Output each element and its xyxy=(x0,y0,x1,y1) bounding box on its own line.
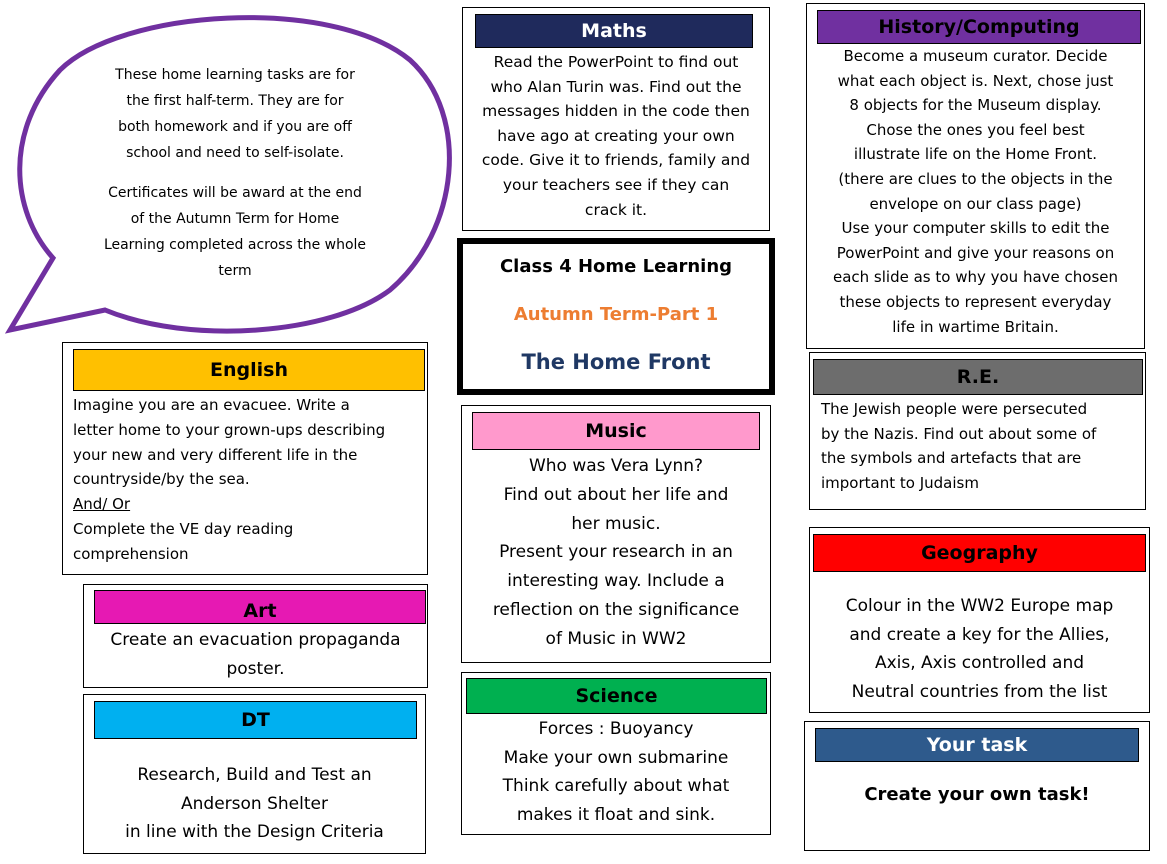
english-line: your new and very different life in the xyxy=(73,445,358,464)
re-line: the symbols and artefacts that are xyxy=(821,449,1082,468)
history-card xyxy=(806,3,1145,349)
geography-title: Geography xyxy=(813,534,1146,572)
re-text xyxy=(821,397,1143,495)
geography-text xyxy=(810,592,1149,706)
bubble-line: the first half-term. They are for xyxy=(126,93,344,109)
your-task-text: Create your own task! xyxy=(864,784,1090,805)
dt-line: in line with the Design Criteria xyxy=(125,822,384,842)
bubble-line: school and need to self-isolate. xyxy=(126,145,344,161)
dt-card xyxy=(83,694,426,854)
music-line: of Music in WW2 xyxy=(545,628,687,649)
science-line: Think carefully about what xyxy=(502,776,730,796)
re-card xyxy=(809,352,1146,510)
english-line: letter home to your grown-ups describing xyxy=(73,420,386,439)
speech-bubble xyxy=(0,0,460,340)
re-line: by the Nazis. Find out about some of xyxy=(821,424,1097,443)
art-text xyxy=(84,626,427,683)
bubble-line: Certificates will be award at the end xyxy=(108,185,362,201)
music-line: Find out about her life and xyxy=(503,484,729,505)
science-title: Science xyxy=(466,678,767,714)
music-line: reflection on the significance xyxy=(492,599,740,620)
re-line: important to Judaism xyxy=(821,473,979,492)
dt-line: Research, Build and Test an xyxy=(137,765,372,785)
re-title: R.E. xyxy=(813,359,1143,395)
maths-line: your teachers see if they can xyxy=(502,175,730,194)
english-title: English xyxy=(73,349,425,391)
english-text xyxy=(73,393,427,567)
maths-text xyxy=(463,50,769,222)
history-line: Become a museum curator. Decide xyxy=(843,47,1108,65)
art-title: Art xyxy=(94,590,426,624)
history-line: 8 objects for the Museum display. xyxy=(849,96,1102,115)
science-line: Make your own submarine xyxy=(503,747,729,768)
bubble-certificates xyxy=(85,180,385,284)
history-line: illustrate life on the Home Front. xyxy=(853,145,1098,164)
maths-line: who Alan Turin was. Find out the xyxy=(490,77,742,96)
art-line: Create an evacuation propaganda xyxy=(110,630,401,650)
music-line: Who was Vera Lynn? xyxy=(528,456,704,476)
bubble-line: of the Autumn Term for Home xyxy=(130,211,340,227)
history-line: Use your computer skills to edit the xyxy=(841,219,1110,238)
history-line: (there are clues to the objects in the xyxy=(838,169,1113,188)
bubble-line: both homework and if you are off xyxy=(118,119,352,135)
bubble-intro xyxy=(85,62,385,166)
history-line: Chose the ones you feel best xyxy=(866,120,1085,139)
dt-title: DT xyxy=(94,701,417,739)
english-line: comprehension xyxy=(73,544,189,563)
english-line: Imagine you are an evacuee. Write a xyxy=(73,396,350,414)
geography-card xyxy=(809,527,1150,713)
geography-line: Colour in the WW2 Europe map xyxy=(845,596,1114,616)
history-line: these objects to represent everyday xyxy=(839,292,1112,311)
art-line: poster. xyxy=(226,658,285,679)
history-line: envelope on our class page) xyxy=(869,194,1082,213)
your-task-card xyxy=(804,721,1150,851)
history-line: each slide as to why you have chosen xyxy=(832,268,1118,287)
english-card xyxy=(62,342,428,575)
geography-line: Axis, Axis controlled and xyxy=(874,653,1085,673)
maths-card xyxy=(462,7,770,231)
music-line: interesting way. Include a xyxy=(507,571,725,592)
music-line: her music. xyxy=(571,513,661,534)
english-line: countryside/by the sea. xyxy=(73,470,250,489)
english-line: Complete the VE day reading xyxy=(73,519,294,538)
music-title: Music xyxy=(472,412,760,450)
history-title: History/Computing xyxy=(817,10,1141,44)
maths-line: messages hidden in the code then xyxy=(482,102,750,121)
and-or-label: And/ Or xyxy=(73,495,131,514)
geography-line: and create a key for the Allies, xyxy=(849,624,1110,645)
bubble-line: term xyxy=(218,263,252,279)
dt-text xyxy=(84,761,425,847)
topic-title: The Home Front xyxy=(521,350,711,374)
your-task-title: Your task xyxy=(815,728,1139,762)
art-card xyxy=(83,584,428,688)
science-line: makes it float and sink. xyxy=(516,804,716,825)
history-line: what each object is. Next, chose just xyxy=(837,71,1114,90)
maths-line: have ago at creating your own xyxy=(497,126,735,145)
bubble-line: These home learning tasks are for xyxy=(115,67,355,83)
music-card xyxy=(461,405,771,663)
maths-line: Read the PowerPoint to find out xyxy=(493,53,739,71)
class-title: Class 4 Home Learning xyxy=(499,256,733,277)
geography-line: Neutral countries from the list xyxy=(851,681,1108,702)
history-text xyxy=(807,44,1144,339)
maths-line: code. Give it to friends, family and xyxy=(481,151,751,170)
history-line: life in wartime Britain. xyxy=(892,317,1059,336)
title-card xyxy=(457,238,775,395)
term-label: Autumn Term-Part 1 xyxy=(513,304,719,325)
re-line: The Jewish people were persecuted xyxy=(821,400,1088,418)
dt-line: Anderson Shelter xyxy=(181,793,328,814)
music-line: Present your research in an xyxy=(499,542,733,563)
history-line: PowerPoint and give your reasons on xyxy=(836,243,1115,262)
bubble-line: Learning completed across the whole xyxy=(103,237,367,253)
science-text xyxy=(462,715,770,829)
science-card xyxy=(461,672,771,835)
science-line: Forces : Buoyancy xyxy=(538,719,694,739)
maths-line: crack it. xyxy=(584,200,648,219)
music-text xyxy=(462,452,770,654)
maths-title: Maths xyxy=(475,14,753,48)
